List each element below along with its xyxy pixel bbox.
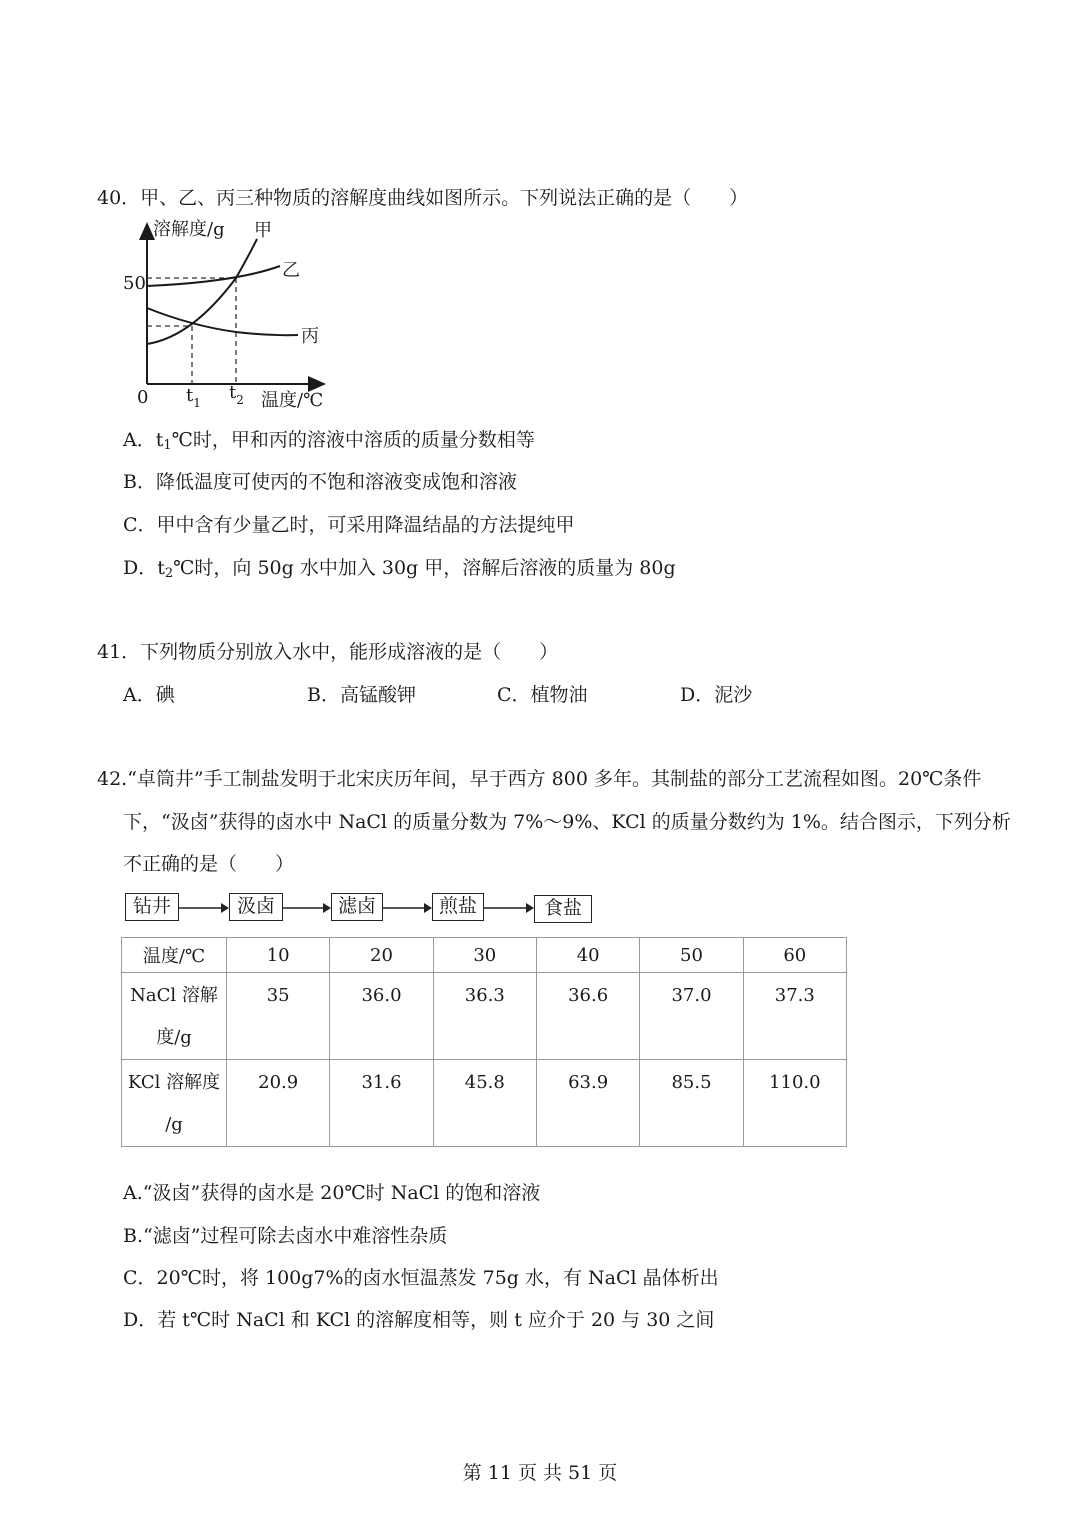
table-row-label: NaCl 溶解 度/g xyxy=(122,973,227,1060)
table-cell: 50 xyxy=(640,938,743,973)
q42-option-c[interactable]: C．20℃时，将 100g7%的卤水恒温蒸发 75g 水，有 NaCl 晶体析出 xyxy=(123,1267,719,1289)
table-cell: 45.8 xyxy=(433,1060,536,1147)
q40-option-c[interactable]: C．甲中含有少量乙时，可采用降温结晶的方法提纯甲 xyxy=(123,514,575,536)
series-bing-label: 丙 xyxy=(301,326,319,347)
q42-option-b[interactable]: B.“滤卤”过程可除去卤水中难溶性杂质 xyxy=(123,1225,448,1247)
x-axis-label: 温度/℃ xyxy=(261,390,324,411)
q42-option-d[interactable]: D．若 t℃时 NaCl 和 KCl 的溶解度相等，则 t 应介于 20 与 30 之间 xyxy=(123,1309,715,1331)
page-number: 第 11 页 共 51 页 xyxy=(462,1462,618,1484)
x-tick-t1: $t_1$ xyxy=(186,385,201,410)
q42-stem-line-3: 不正确的是（ ） xyxy=(123,853,295,875)
q41-option-b[interactable]: B．高锰酸钾 xyxy=(307,684,416,706)
series-yi-label: 乙 xyxy=(282,260,300,281)
table-row-nacl xyxy=(122,973,847,1060)
y-axis-label: 溶解度/g xyxy=(153,219,225,240)
y-tick-50: 50 xyxy=(123,273,146,294)
q41-option-d[interactable]: D．泥沙 xyxy=(680,684,753,706)
table-cell: 110.0 xyxy=(743,1060,846,1147)
table-cell: 36.0 xyxy=(330,973,433,1060)
table-cell: 37.3 xyxy=(743,973,846,1060)
series-bing-curve xyxy=(147,308,298,335)
series-jia-label: 甲 xyxy=(254,220,272,241)
q42-option-a[interactable]: A.“汲卤”获得的卤水是 20℃时 NaCl 的饱和溶液 xyxy=(123,1182,541,1204)
q40-option-a[interactable]: A．$t_1℃$时，甲和丙的溶液中溶质的质量分数相等 xyxy=(123,429,535,453)
flow-step-jianyan: 煎盐 xyxy=(432,893,484,921)
flow-arrows xyxy=(179,898,539,918)
flow-step-lvlu: 滤卤 xyxy=(331,893,383,921)
table-row-label: KCl 溶解度 /g xyxy=(122,1060,227,1147)
table-cell: 温度/℃ xyxy=(122,938,227,973)
table-cell: 10 xyxy=(227,938,330,973)
x-tick-t2: $t_2$ xyxy=(229,382,244,407)
table-cell: 35 xyxy=(227,973,330,1060)
table-header-row xyxy=(122,938,847,973)
flow-step-shiyan: 食盐 xyxy=(534,895,592,923)
table-cell: 20.9 xyxy=(227,1060,330,1147)
origin-label: 0 xyxy=(137,387,149,408)
q40-option-b[interactable]: B．降低温度可使丙的不饱和溶液变成饱和溶液 xyxy=(123,471,517,493)
table-cell: 36.6 xyxy=(536,973,639,1060)
q42-stem-line-2: 下，“汲卤”获得的卤水中 NaCl 的质量分数为 7%～9%、KCl 的质量分数约为 1%。结合图示，下列分析 xyxy=(123,811,1011,833)
table-cell: 63.9 xyxy=(536,1060,639,1147)
q40-option-d[interactable]: D．$t_2℃$时，向 50g 水中加入 30g 甲，溶解后溶液的质量为 80g xyxy=(123,557,676,581)
flow-step-jilu: 汲卤 xyxy=(229,893,283,921)
table-cell: 60 xyxy=(743,938,846,973)
table-cell: 31.6 xyxy=(330,1060,433,1147)
series-jia-curve xyxy=(147,239,257,344)
flow-step-zuanjing: 钻井 xyxy=(125,893,179,921)
q41-stem: 41．下列物质分别放入水中，能形成溶液的是（ ） xyxy=(97,641,559,663)
q40-solubility-chart xyxy=(110,212,350,414)
table-cell: 37.0 xyxy=(640,973,743,1060)
table-cell: 36.3 xyxy=(433,973,536,1060)
solubility-table xyxy=(121,937,847,1147)
table-cell: 85.5 xyxy=(640,1060,743,1147)
table-cell: 20 xyxy=(330,938,433,973)
q40-stem: 40．甲、乙、丙三种物质的溶解度曲线如图所示。下列说法正确的是（ ） xyxy=(97,187,749,209)
table-cell: 30 xyxy=(433,938,536,973)
table-cell: 40 xyxy=(536,938,639,973)
q41-option-a[interactable]: A．碘 xyxy=(123,684,175,706)
table-row-kcl xyxy=(122,1060,847,1147)
q41-option-c[interactable]: C．植物油 xyxy=(497,684,588,706)
series-yi-curve xyxy=(147,266,280,286)
q42-stem-line-1: 42.“卓筒井”手工制盐发明于北宋庆历年间，早于西方 800 多年。其制盐的部分工艺流程如图。20℃条件 xyxy=(97,768,982,790)
